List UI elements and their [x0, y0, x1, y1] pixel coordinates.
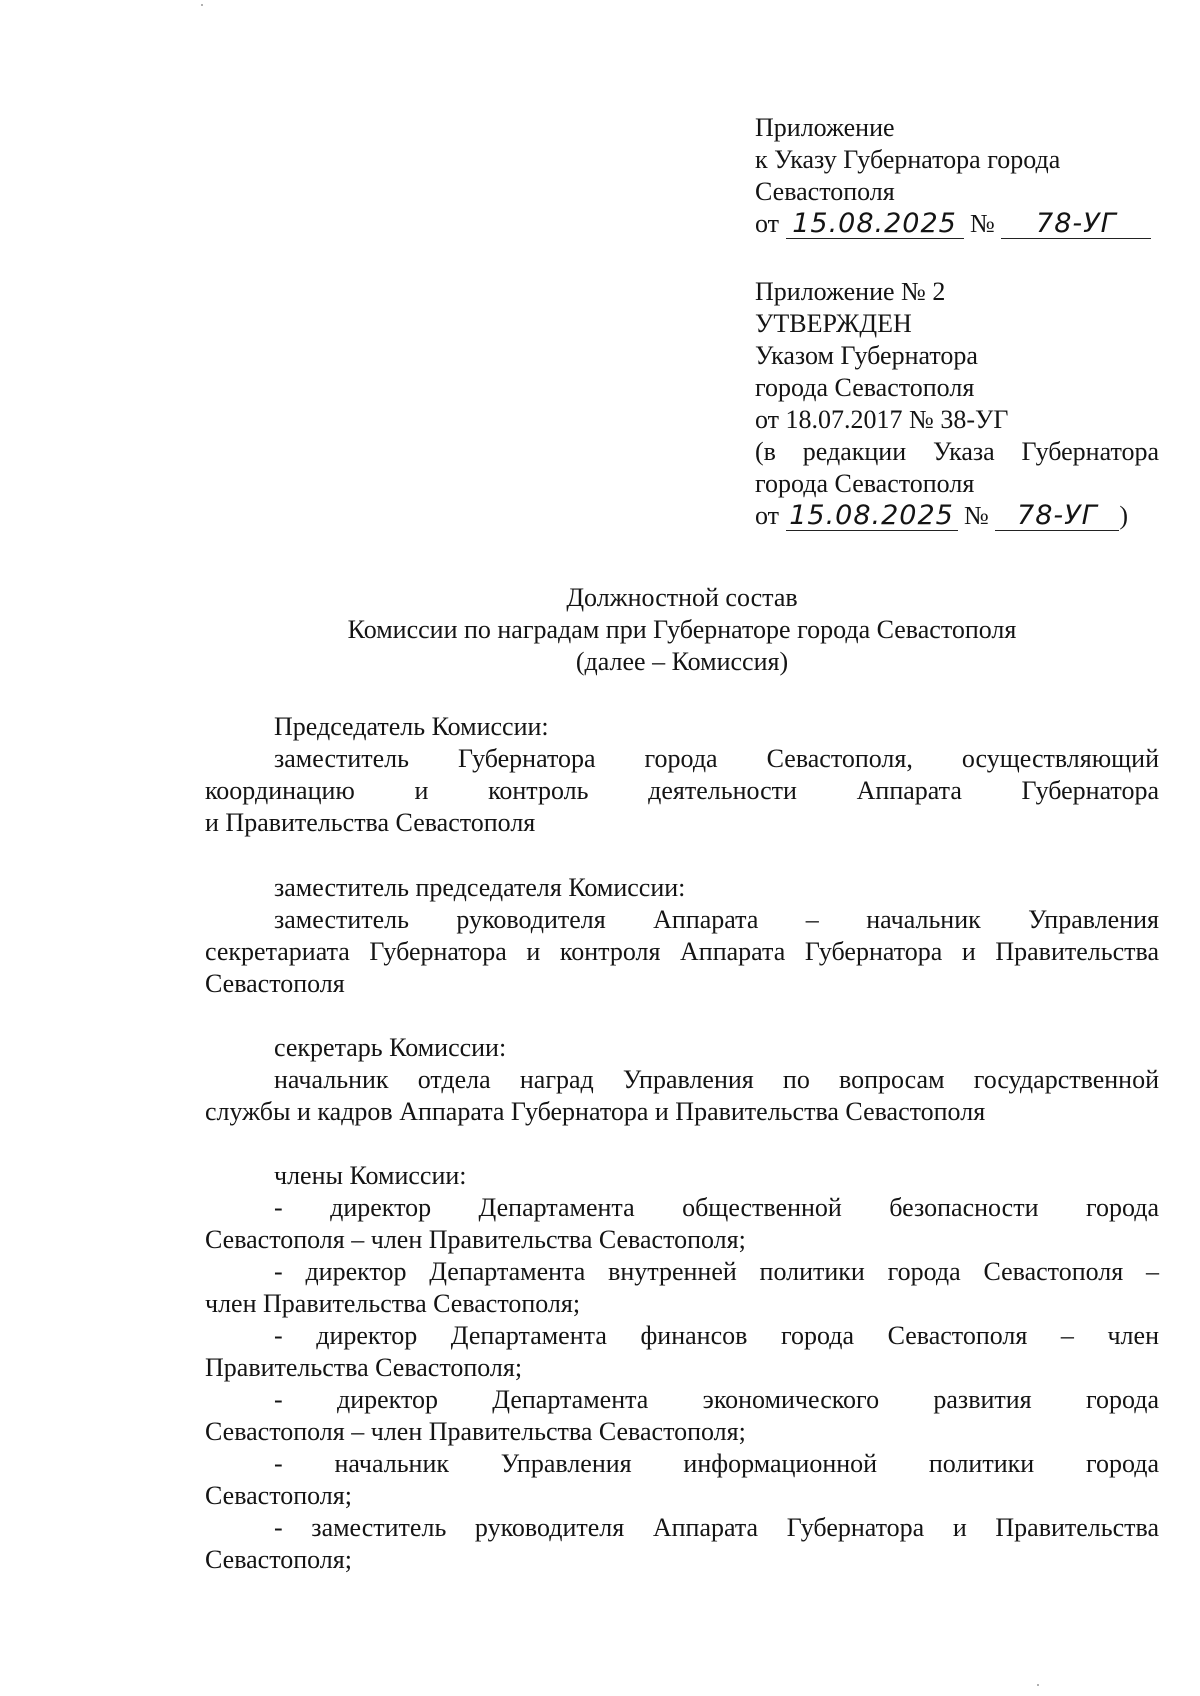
annex-header	[755, 112, 1151, 244]
member-2-line-1: - директор Департамента внутренней политики города Севастополя –	[274, 1257, 1159, 1286]
member-5-line-2: Севастополя;	[205, 1481, 352, 1510]
secretary-heading: секретарь Комиссии:	[274, 1033, 507, 1062]
member-4-line-2: Севастополя – член Правительства Севастополя;	[205, 1417, 746, 1446]
deputy-heading: заместитель председателя Комиссии:	[274, 873, 686, 902]
deputy-line-2: секретариата Губернатора и контроля Аппарата Губернатора и Правительства	[205, 937, 1159, 966]
annex2-handwritten-number: 78-УГ	[995, 502, 1119, 531]
annex-line-1: Приложение	[755, 113, 895, 142]
annex2-header	[755, 276, 1159, 536]
annex2-line-6: (в редакции Указа Губернатора	[755, 437, 1159, 466]
deputy-line-1: заместитель руководителя Аппарата – начальник Управления	[274, 905, 1159, 934]
deputy-section	[205, 872, 1159, 1000]
annex-line-3: Севастополя	[755, 177, 895, 206]
annex2-line-4: города Севастополя	[755, 373, 975, 402]
annex2-close-paren: )	[1119, 501, 1129, 530]
member-4-line-1: - директор Департамента экономического развития города	[274, 1385, 1159, 1414]
annex-decree-ref	[755, 208, 1151, 244]
title-line-1: Должностной состав	[566, 583, 798, 612]
annex2-decree-ref	[755, 500, 1159, 536]
annex-date-prefix: от	[755, 209, 780, 238]
member-5-line-1: - начальник Управления информационной политики города	[274, 1449, 1159, 1478]
annex2-handwritten-date: 15.08.2025	[786, 502, 958, 531]
member-3-line-1: - директор Департамента финансов города Севастополя – член	[274, 1321, 1159, 1350]
annex2-line-3: Указом Губернатора	[755, 341, 978, 370]
document-title	[205, 582, 1159, 678]
annex2-date-prefix: от	[755, 501, 780, 530]
deputy-line-3: Севастополя	[205, 969, 345, 998]
annex2-number-sign: №	[964, 501, 989, 530]
scan-speck	[1037, 1684, 1039, 1686]
title-line-2: Комиссии по наградам при Губернаторе города Севастополя	[347, 615, 1017, 644]
member-6-line-1: - заместитель руководителя Аппарата Губернатора и Правительства	[274, 1513, 1159, 1542]
annex-handwritten-number: 78-УГ	[1001, 210, 1151, 239]
annex2-line-5: от 18.07.2017 № 38-УГ	[755, 405, 1009, 434]
member-1-line-1: - директор Департамента общественной безопасности города	[274, 1193, 1159, 1222]
annex-handwritten-date: 15.08.2025	[786, 210, 964, 239]
member-3-line-2: Правительства Севастополя;	[205, 1353, 523, 1382]
annex2-line-7: города Севастополя	[755, 469, 975, 498]
member-1-line-2: Севастополя – член Правительства Севастополя;	[205, 1225, 746, 1254]
members-section	[205, 1160, 1159, 1576]
chair-line-1: заместитель Губернатора города Севастополя, осуществляющий	[274, 744, 1159, 773]
annex2-approved: УТВЕРЖДЕН	[755, 309, 912, 338]
scan-speck	[201, 4, 203, 6]
members-heading: члены Комиссии:	[274, 1161, 467, 1190]
secretary-line-1: начальник отдела наград Управления по вопросам государственной	[274, 1065, 1159, 1094]
title-line-3: (далее – Комиссия)	[575, 647, 789, 676]
chair-section	[205, 711, 1159, 839]
secretary-section	[205, 1032, 1159, 1128]
member-2-line-2: член Правительства Севастополя;	[205, 1289, 581, 1318]
chair-heading: Председатель Комиссии:	[274, 712, 549, 741]
secretary-line-2: службы и кадров Аппарата Губернатора и Правительства Севастополя	[205, 1097, 986, 1126]
chair-line-3: и Правительства Севастополя	[205, 808, 536, 837]
annex-number-sign: №	[970, 209, 995, 238]
annex2-line-1: Приложение № 2	[755, 277, 946, 306]
annex-line-2: к Указу Губернатора города	[755, 145, 1061, 174]
member-6-line-2: Севастополя;	[205, 1545, 352, 1574]
chair-line-2: координацию и контроль деятельности Аппарата Губернатора	[205, 776, 1159, 805]
